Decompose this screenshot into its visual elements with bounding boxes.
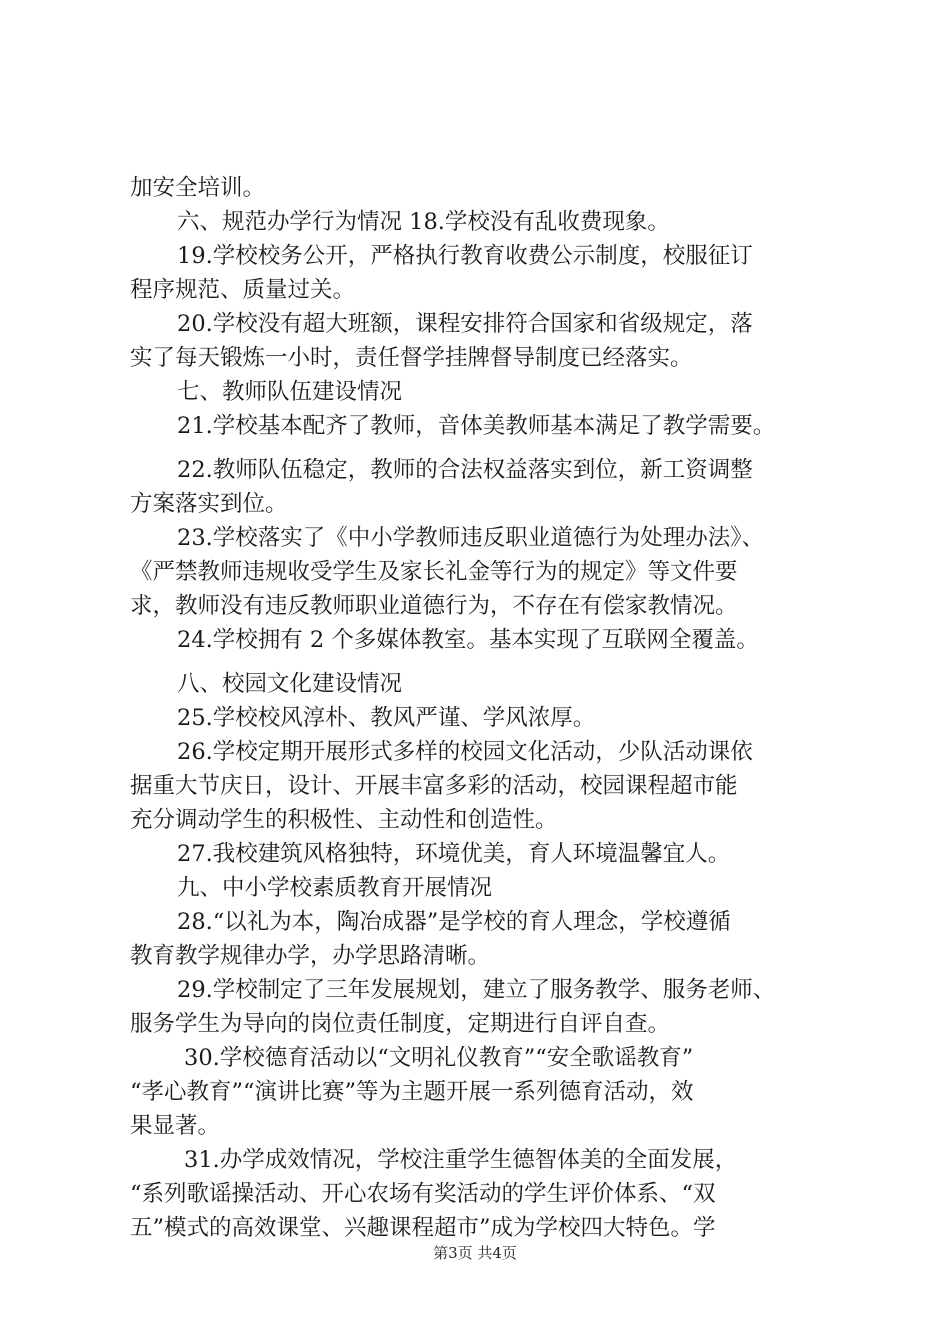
text-line: “系列歌谣操活动、开心农场有奖活动的学生评价体系、“双 — [130, 1181, 716, 1207]
section-heading: 九、中小学校素质教育开展情况 — [177, 875, 493, 901]
text-line: “孝心教育”“演讲比赛”等为主题开展一系列德育活动，效 — [130, 1079, 694, 1105]
text-line: 实了每天锻炼一小时，责任督学挂牌督导制度已经落实。 — [130, 345, 693, 371]
text-line: 服务学生为导向的岗位责任制度，定期进行自评自查。 — [130, 1011, 671, 1037]
section-heading: 八、校园文化建设情况 — [177, 671, 403, 697]
section-heading: 七、教师队伍建设情况 — [177, 379, 403, 405]
text-line: 27.我校建筑风格独特，环境优美，育人环境温馨宜人。 — [177, 841, 731, 867]
text-line: 23.学校落实了《中小学教师违反职业道德行为处理办法》、 — [177, 525, 765, 551]
text-line: 程序规范、质量过关。 — [130, 277, 356, 303]
text-line: 教育教学规律办学，办学思路清晰。 — [130, 943, 491, 969]
text-line: 22.教师队伍稳定，教师的合法权益落实到位，新工资调整 — [177, 457, 753, 483]
page-footer: 第3页 共4页 — [433, 1244, 517, 1262]
text-line: 21.学校基本配齐了教师，音体美教师基本满足了教学需要。 — [177, 413, 776, 439]
text-line: 25.学校校风淳朴、教风严谨、学风浓厚。 — [177, 705, 596, 731]
text-line: 24.学校拥有 2 个多媒体教室。基本实现了互联网全覆盖。 — [177, 627, 759, 653]
text-line: 据重大节庆日，设计、开展丰富多彩的活动，校园课程超市能 — [130, 773, 738, 799]
text-line: 29.学校制定了三年发展规划，建立了服务教学、服务老师、 — [177, 977, 776, 1003]
text-line: 19.学校校务公开，严格执行教育收费公示制度，校服征订 — [177, 243, 753, 269]
text-line: 加安全培训。 — [130, 175, 266, 201]
text-line: 20.学校没有超大班额，课程安排符合国家和省级规定，落 — [177, 311, 753, 337]
text-line: 31.办学成效情况，学校注重学生德智体美的全面发展， — [184, 1147, 738, 1173]
text-line: 《严禁教师违规收受学生及家长礼金等行为的规定》等文件要 — [130, 559, 738, 585]
text-line: 求，教师没有违反教师职业道德行为，不存在有偿家教情况。 — [130, 593, 738, 619]
text-line: 果显著。 — [130, 1113, 221, 1139]
section-heading: 六、规范办学行为情况 18.学校没有乱收费现象。 — [177, 209, 670, 235]
text-line: 30.学校德育活动以“文明礼仪教育”“安全歌谣教育” — [184, 1045, 694, 1071]
text-line: 26.学校定期开展形式多样的校园文化活动，少队活动课依 — [177, 739, 753, 765]
text-line: 五”模式的高效课堂、兴趣课程超市”成为学校四大特色。学 — [130, 1215, 716, 1241]
text-line: 方案落实到位。 — [130, 491, 288, 517]
text-line: 28.“以礼为本，陶冶成器”是学校的育人理念，学校遵循 — [177, 909, 731, 935]
text-line: 充分调动学生的积极性、主动性和创造性。 — [130, 807, 558, 833]
